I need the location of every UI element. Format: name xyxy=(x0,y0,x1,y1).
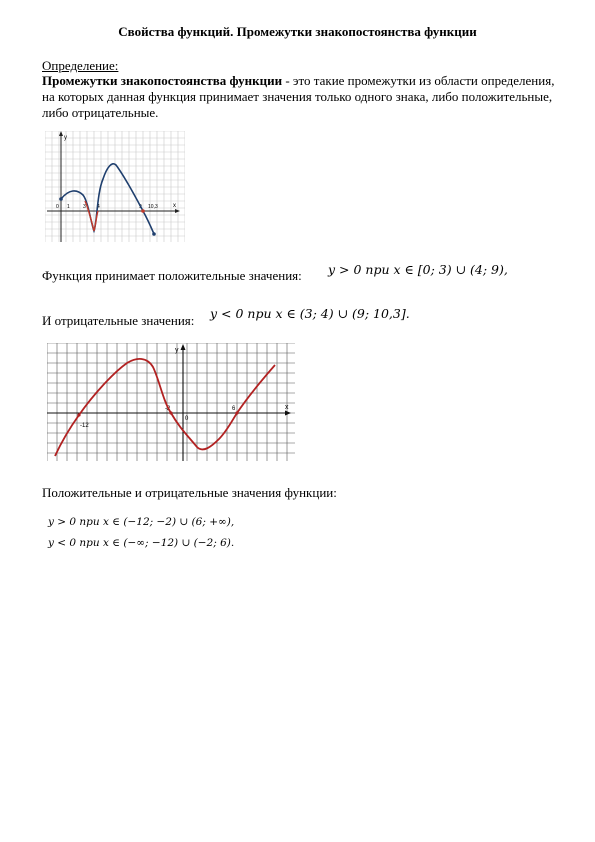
graph-2-tick-label: 0 xyxy=(185,416,189,422)
definition-term: Промежутки знакопостоянства функции xyxy=(42,73,283,88)
graph-1-end-point xyxy=(152,232,156,236)
definition-body: - это такие промежутки из области определения, на которых данная функция принимает значения только одного знака, либо положительные, либо отрицательные. xyxy=(42,73,555,120)
graph-2-zero-point xyxy=(77,413,80,416)
graph-2-zero-point xyxy=(169,411,172,414)
graph-2-y-arrow-icon xyxy=(181,344,186,350)
graph-1-y-label: y xyxy=(64,135,67,141)
positive-values-formula: y > 0 при x ∈ [0; 3) ∪ (4; 9), xyxy=(328,262,508,277)
graph-1-tick-label: 1 xyxy=(67,204,70,210)
graph-1-x-arrow-icon xyxy=(175,209,180,213)
graph-1-y-arrow-icon xyxy=(59,131,63,136)
graph-1-grid xyxy=(45,131,185,242)
graph-2-x-label: x xyxy=(285,404,289,411)
graph-1-tick-label: 3 xyxy=(83,204,86,210)
graph-1-start-point xyxy=(59,197,63,201)
definition-text xyxy=(42,73,557,121)
graph-1-curve xyxy=(61,164,154,234)
graph-1-x-label: x xyxy=(173,203,176,209)
negative-values-label: И отрицательные значения: xyxy=(42,313,195,328)
graph-2-x-arrow-icon xyxy=(285,411,291,416)
example2-label: Положительные и отрицательные значения функции: xyxy=(42,485,337,500)
example2-negative-formula: y < 0 при x ∈ (−∞; −12) ∪ (−2; 6). xyxy=(48,537,235,549)
graph-2-tick-label: 6 xyxy=(232,406,236,412)
page-title: Свойства функций. Промежутки знакопостоянства функции xyxy=(118,24,477,39)
graph-2-tick-label: -12 xyxy=(80,423,89,429)
graph-1-tick-label: 0 xyxy=(56,204,59,210)
definition-label: Определение: xyxy=(42,58,119,73)
graph-1-tick-label: 10,3 xyxy=(148,204,158,210)
graph-1-tick-label: 4 xyxy=(97,204,100,210)
graph-1-tick-label: 9 xyxy=(139,204,142,210)
graph-1 xyxy=(45,131,185,242)
graph-2-tick-label: -2 xyxy=(165,406,171,412)
graph-2-grid xyxy=(47,343,295,461)
negative-values-formula: y < 0 при x ∈ (3; 4) ∪ (9; 10,3]. xyxy=(210,306,410,321)
graph-2-zero-point xyxy=(235,411,238,414)
example2-positive-formula: y > 0 при x ∈ (−12; −2) ∪ (6; +∞), xyxy=(48,516,235,528)
graph-1-zero-point xyxy=(141,209,145,213)
graph-2 xyxy=(47,343,295,461)
graph-2-y-label: y xyxy=(175,347,179,354)
positive-values-label: Функция принимает положительные значения: xyxy=(42,268,302,283)
